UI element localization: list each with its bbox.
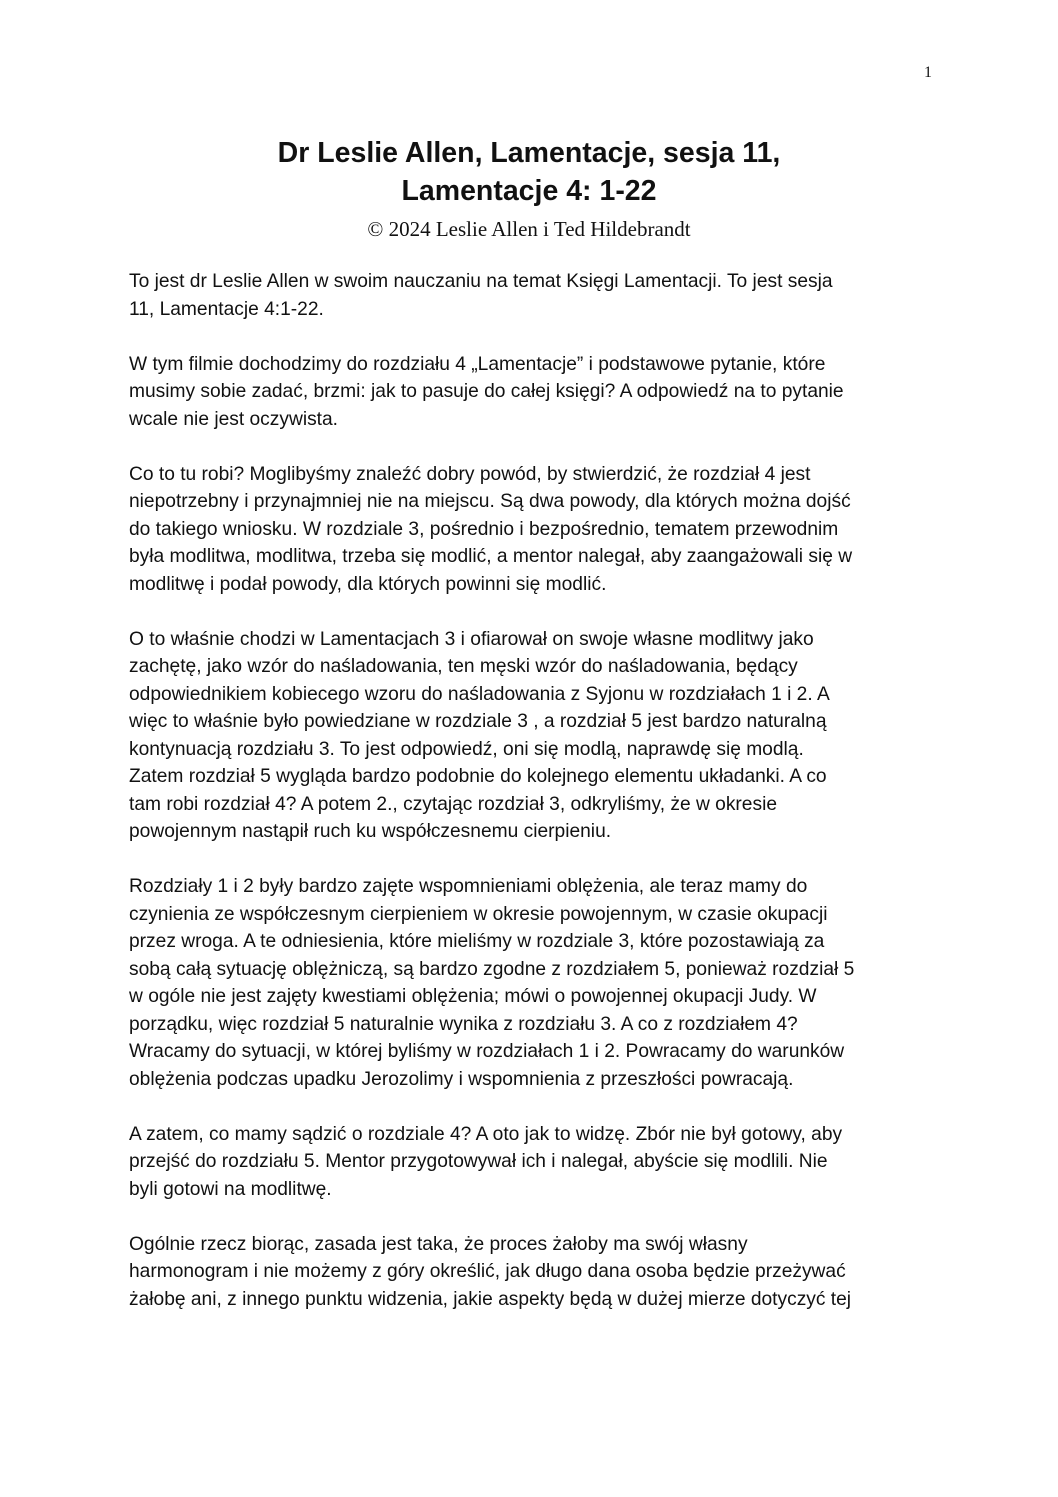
paragraph xyxy=(129,351,941,434)
text-line: odpowiednikiem kobiecego wzoru do naśladowania z Syjonu w rozdziałach 1 i 2. A xyxy=(129,683,830,705)
text-line: sobą całą sytuację oblężniczą, są bardzo zgodne z rozdziałem 5, ponieważ rozdział 5 xyxy=(129,958,855,980)
text-line: Co to tu robi? Moglibyśmy znaleźć dobry powód, by stwierdzić, że rozdział 4 jest xyxy=(129,463,811,485)
text-line: przez wroga. A te odniesienia, które mieliśmy w rozdziale 3, które pozostawiają za xyxy=(129,931,825,952)
copyright-notice: © 2024 Leslie Allen i Ted Hildebrandt xyxy=(367,217,691,241)
text-line: była modlitwa, modlitwa, trzeba się modlić, a mentor nalegał, aby zaangażowali się w xyxy=(129,546,853,567)
text-line: 11, Lamentacje 4:1-22. xyxy=(129,298,324,320)
text-line: wcale nie jest oczywista. xyxy=(129,408,339,430)
title-line-1: Dr Leslie Allen, Lamentacje, sesja 11, xyxy=(277,137,781,169)
text-line: musimy sobie zadać, brzmi: jak to pasuje do całej księgi? A odpowiedź na to pytanie xyxy=(129,381,844,402)
text-line: przejść do rozdziału 5. Mentor przygotowywał ich i nalegał, abyście się modlili. Nie xyxy=(129,1151,828,1172)
text-line: O to właśnie chodzi w Lamentacjach 3 i ofiarował on swoje własne modlitwy jako xyxy=(129,628,814,650)
text-line: powojennym nastąpił ruch ku współczesnemu cierpieniu. xyxy=(129,821,612,842)
text-line: To jest dr Leslie Allen w swoim nauczaniu na temat Księgi Lamentacji. To jest sesja xyxy=(129,271,833,292)
paragraph xyxy=(129,268,941,323)
text-line: porządku, więc rozdział 5 naturalnie wynika z rozdziału 3. A co z rozdziałem 4? xyxy=(129,1013,798,1035)
paragraph xyxy=(129,461,941,599)
text-line: harmonogram i nie możemy z góry określić, jak długo dana osoba będzie przeżywać xyxy=(129,1261,846,1282)
text-line: w ogóle nie jest zajęty kwestiami oblężenia; mówi o powojennej okupacji Judy. W xyxy=(129,986,817,1007)
paragraph xyxy=(129,626,941,846)
document-title xyxy=(0,134,1058,210)
text-line: byli gotowi na modlitwę. xyxy=(129,1178,332,1200)
text-line: Rozdziały 1 i 2 były bardzo zajęte wspomnieniami oblężenia, ale teraz mamy do xyxy=(129,876,808,897)
text-line: W tym filmie dochodzimy do rozdziału 4 „Lamentacje” i podstawowe pytanie, które xyxy=(129,353,826,375)
paragraph xyxy=(129,1231,941,1314)
text-line: zachętę, jako wzór do naśladowania, ten męski wzór do naśladowania, będący xyxy=(129,656,798,677)
text-line: do takiego wniosku. W rozdziale 3, pośrednio i bezpośrednio, tematem przewodnim xyxy=(129,518,839,540)
text-line: żałobę ani, z innego punktu widzenia, jakie aspekty będą w dużej mierze dotyczyć tej xyxy=(129,1288,852,1310)
text-line: Zatem rozdział 5 wygląda bardzo podobnie do kolejnego elementu układanki. A co xyxy=(129,766,827,787)
text-line: Ogólnie rzecz biorąc, zasada jest taka, że proces żałoby ma swój własny xyxy=(129,1233,748,1255)
paragraph xyxy=(129,1121,941,1204)
text-line: niepotrzebny i przynajmniej nie na miejscu. Są dwa powody, dla których można dojść xyxy=(129,491,851,512)
document-body xyxy=(129,268,941,1341)
paragraph xyxy=(129,873,941,1093)
page-number: 1 xyxy=(924,64,932,81)
text-line: oblężenia podczas upadku Jerozolimy i wspomnienia z przeszłości powracają. xyxy=(129,1068,794,1090)
text-line: kontynuacją rozdziału 3. To jest odpowiedź, oni się modlą, naprawdę się modlą. xyxy=(129,738,804,760)
title-line-2: Lamentacje 4: 1-22 xyxy=(401,175,657,207)
text-line: więc to właśnie było powiedziane w rozdziale 3 , a rozdział 5 jest bardzo naturalną xyxy=(129,711,827,732)
text-line: czynienia ze współczesnym cierpieniem w okresie powojennym, w czasie okupacji xyxy=(129,903,828,925)
text-line: Wracamy do sytuacji, w której byliśmy w rozdziałach 1 i 2. Powracamy do warunków xyxy=(129,1041,845,1062)
text-line: modlitwę i podał powody, dla których powinni się modlić. xyxy=(129,573,607,595)
text-line: A zatem, co mamy sądzić o rozdziale 4? A oto jak to widzę. Zbór nie był gotowy, aby xyxy=(129,1123,843,1145)
text-line: tam robi rozdział 4? A potem 2., czytając rozdział 3, odkryliśmy, że w okresie xyxy=(129,793,778,815)
